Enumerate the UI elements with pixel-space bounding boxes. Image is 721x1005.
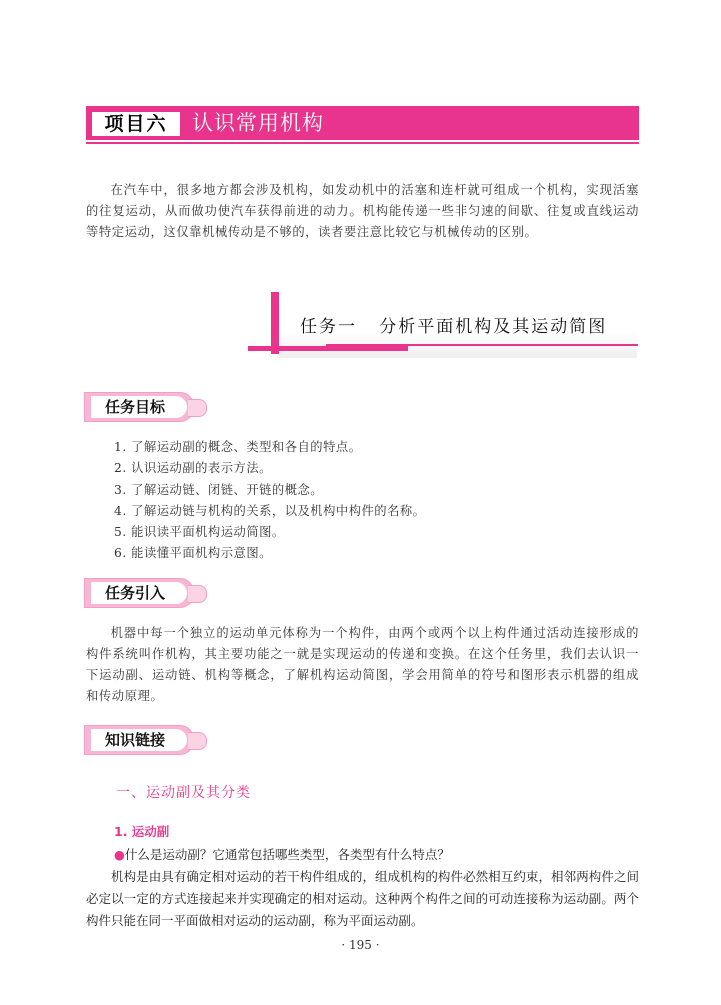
list-item: 2. 认识运动副的表示方法。 (114, 461, 272, 476)
sub-heading: 1. 运动副 (114, 824, 170, 839)
task-intro-text: 机器中每一个独立的运动单元体称为一个构件，由两个或两个以上构件通过活动连接形成的构件系统叫作机构，其主要功能之一就是实现运动的传递和变换。在这个任务里，我们去认识一下运动副、运动链、机构等概念，了解机构运动简图，学会用简单的符号和图形表示机器的组成和传动原理。 (86, 626, 639, 703)
bullet-icon: ● (114, 847, 125, 862)
project-title: 认识常用机构 (192, 111, 324, 135)
task-heading-accent (248, 346, 408, 351)
list-item: 1. 了解运动副的概念、类型和各自的特点。 (114, 440, 362, 454)
task-intro-paragraph (86, 623, 639, 707)
goals-tag-label: 任务目标 (105, 398, 166, 416)
page-number: · 195 · (341, 938, 380, 952)
tag-tail-decoration (188, 585, 207, 603)
question-line (114, 845, 450, 863)
knowledge-tag (84, 725, 194, 755)
task-intro-tag (84, 578, 194, 608)
goals-list (114, 437, 425, 565)
list-item: 5. 能识读平面机构运动简图。 (114, 525, 285, 540)
list-item: 3. 了解运动链、闭链、开链的概念。 (114, 482, 324, 497)
intro-paragraph (86, 180, 639, 243)
project-label: 项目六 (92, 112, 180, 136)
banner-underline (86, 142, 639, 144)
section-heading: 一、运动副及其分类 (116, 785, 251, 801)
knowledge-tag-label: 知识链接 (105, 731, 166, 749)
question-text: 什么是运动副？它通常包括哪些类型，各类型有什么特点？ (124, 847, 450, 862)
task-title: 任务一 分析平面机构及其运动简图 (300, 317, 608, 337)
knowledge-text: 机构是由具有确定相对运动的若干构件组成的，组成机构的构件必然相互约束，相邻两构件之间必定以一定的方式连接起来并实现确定的相对运动。这种两个构件之间的可动连接称为运动副。两个构件只能在同一平面做相对运动的运动副，称为平面运动副。 (86, 869, 639, 928)
knowledge-paragraph (86, 866, 639, 932)
task-intro-tag-label: 任务引入 (105, 584, 166, 602)
intro-text: 在汽车中，很多地方都会涉及机构，如发动机中的活塞和连杆就可组成一个机构，实现活塞的往复运动，从而做功使汽车获得前进的动力。机构能传递一些非匀速的间歇、往复或直线运动等特定运动，这仅靠机械传动是不够的，读者要注意比较它与机械传动的区别。 (86, 183, 639, 239)
list-item: 6. 能读懂平面机构示意图。 (114, 546, 272, 561)
tag-tail-decoration (188, 732, 207, 750)
task-title-underline (326, 344, 638, 346)
list-item: 4. 了解运动链与机构的关系，以及机构中构件的名称。 (114, 503, 426, 518)
tag-tail-decoration (188, 399, 207, 417)
goals-tag (84, 392, 194, 422)
task-heading-bar (271, 292, 279, 354)
